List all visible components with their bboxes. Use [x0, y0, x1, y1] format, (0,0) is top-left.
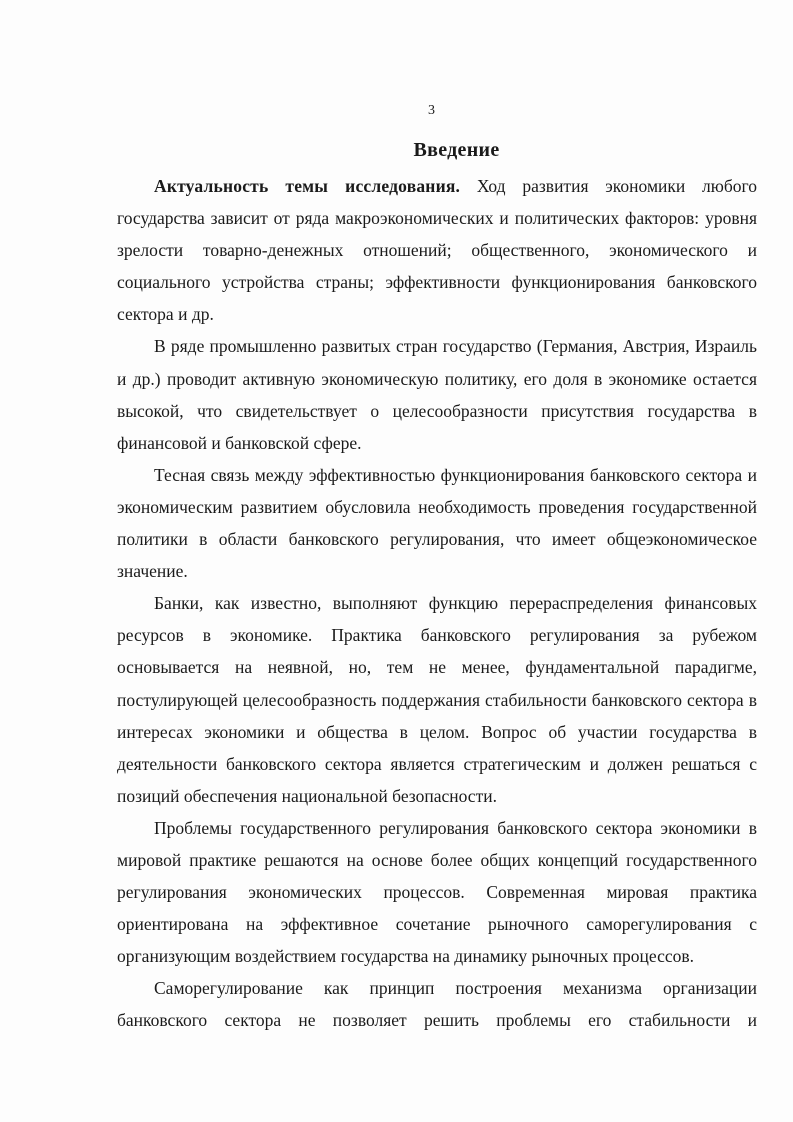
- paragraph-text: Ход развития экономики любого государства зависит от ряда макроэкономических и политических факторов: уровня зрелости товарно-денежных отношений; общественного, экономического и социального устройства страны; эффективности функционирования банковского сектора и др.: [117, 176, 757, 325]
- paragraph-relevance: [117, 170, 757, 330]
- body-text: [117, 170, 757, 1037]
- page-title: Введение: [413, 139, 500, 161]
- paragraph-state-policy: В ряде промышленно развитых стран государство (Германия, Австрия, Израиль и др.) проводит активную экономическую политику, его доля в экономике остается высокой, что свидетельствует о целесообразности присутствия государства в финансовой и банковской сфере.: [117, 336, 757, 453]
- paragraph-efficiency: Тесная связь между эффективностью функционирования банковского сектора и экономическим развитием обусловила необходимость проведения государственной политики в области банковского регулирования, что имеет общеэкономическое значение.: [117, 464, 757, 582]
- paragraph-self-regulation: Саморегулирование как принцип построения механизма организации банковского сектора не позволяет решить проблемы его стабильности и: [117, 978, 757, 1031]
- paragraph-banks: Банки, как известно, выполняют функцию перераспределения финансовых ресурсов в экономике. Практика банковского регулирования за рубежом основывается на неявной, но, тем не менее, фундаментальной парадигме, постулирующей целесообразность поддержания стабильности банковского сектора в интересах экономики и общества в целом. Вопрос об участии государства в деятельности банковского сектора является стратегическим и должен решаться с позиций обеспечения национальной безопасности.: [117, 593, 757, 806]
- page-number: 3: [428, 103, 435, 118]
- paragraph-lead: Актуальность темы исследования.: [154, 176, 461, 196]
- paragraph-regulation-problems: Проблемы государственного регулирования банковского сектора экономики в мировой практике решаются на основе более общих концепций государственного регулирования экономических процессов. Современная мировая практика ориентирована на эффективное сочетание рыночного саморегулирования с организующим воздействием государства на динамику рыночных процессов.: [117, 817, 757, 967]
